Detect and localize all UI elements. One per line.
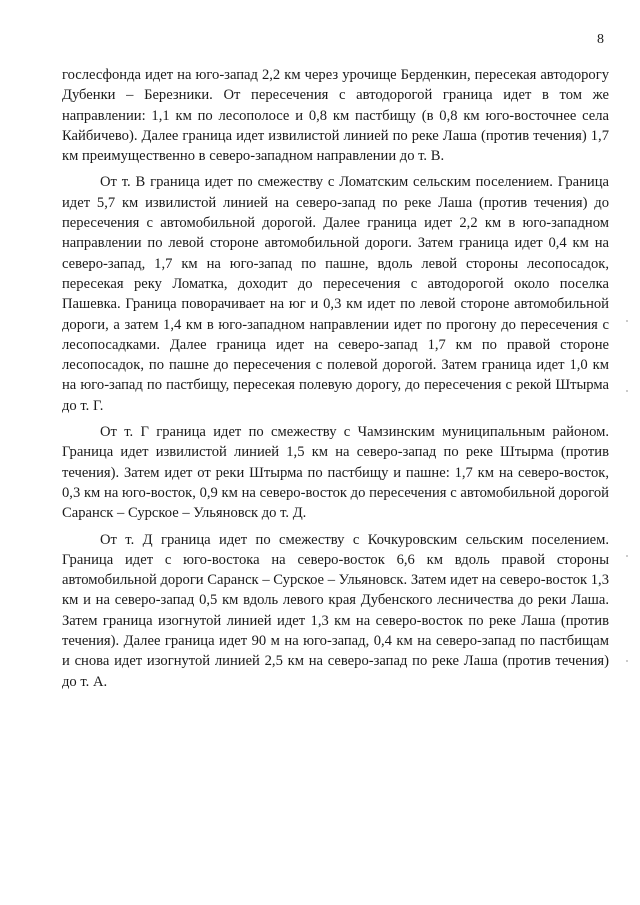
scan-speck [626,660,628,662]
scan-speck [626,320,628,322]
scan-speck [626,555,628,557]
paragraph-point-d: От т. Д граница идет по смежеству с Кочкуровским сельским поселением. Граница идет с юго-востока на северо-восток 6,6 км вдоль правой стороны автомобильной дороги Саранск – Сурское – Ульяновск. Затем идет на северо-восток 1,3 км и на северо-запад 0,5 км вдоль левого края Дубенского лесничества до реки Лаша. Затем граница изогнутой линией идет 1,3 км на северо-восток по реке Лаша (против течения). Далее граница идет 90 м на юго-запад, 0,4 км на северо-запад по пастбищам и снова идет изогнутой линией 2,5 км на северо-запад по реке Лаша (против течения) до т. А. [62,531,609,690]
scan-speck [626,390,628,392]
paragraph-point-v: От т. В граница идет по смежеству с Ломатским сельским поселением. Граница идет 5,7 км извилистой линией на северо-запад по реке Лаша (против течения) до пересечения с автомобильной дорогой. Далее граница идет 2,2 км в юго-западном направлении по левой стороне автомобильной дороги. Затем граница идет 0,4 км на северо-запад, 1,7 км на юго-запад по пашне, вдоль левой стороны лесопосадок, пересекая реку Ломатка, доходит до пересечения с автодорогой около поселка Пашевка. Граница поворачивает на юг и 0,3 км идет по левой стороне автомобильной дороги, а затем 1,4 км в юго-западном направлении идет по прогону до пересечения с лесопосадками. Далее граница идет на северо-запад 1,7 км по правой стороне лесопосадок, по пашне до пересечения с полевой дорогой. Затем граница идет 1,0 км на юго-запад по пастбищу, пересекая полевую дорогу, до пересечения с рекой Штырма до т. Г. [62,174,609,414]
paragraph-continuation: гослесфонда идет на юго-запад 2,2 км через урочище Берденкин, пересекая автодорогу Дубенки – Березники. От пересечения с автодорогой граница идет в том же направлении: 1,1 км по лесополосе и 0,8 км пастбищу (в 0,8 км юго-восточнее села Кайбичево). Далее граница идет извилистой линией по реке Лаша (против течения) 1,7 км преимущественно в северо-западном направлении до т. В. [62,67,609,165]
paragraph-point-g: От т. Г граница идет по смежеству с Чамзинским муниципальным районом. Граница идет извилистой линией 1,5 км на северо-запад по реке Штырма (против течения). Затем идет от реки Штырма по пастбищу и пашне: 1,7 км на северо-восток, 0,3 км на юго-восток, 0,9 км на северо-восток до пересечения с автомобильной дорогой Саранск – Сурское – Ульяновск до т. Д. [62,424,609,522]
document-body [62,65,609,692]
page-number: 8 [597,32,604,47]
